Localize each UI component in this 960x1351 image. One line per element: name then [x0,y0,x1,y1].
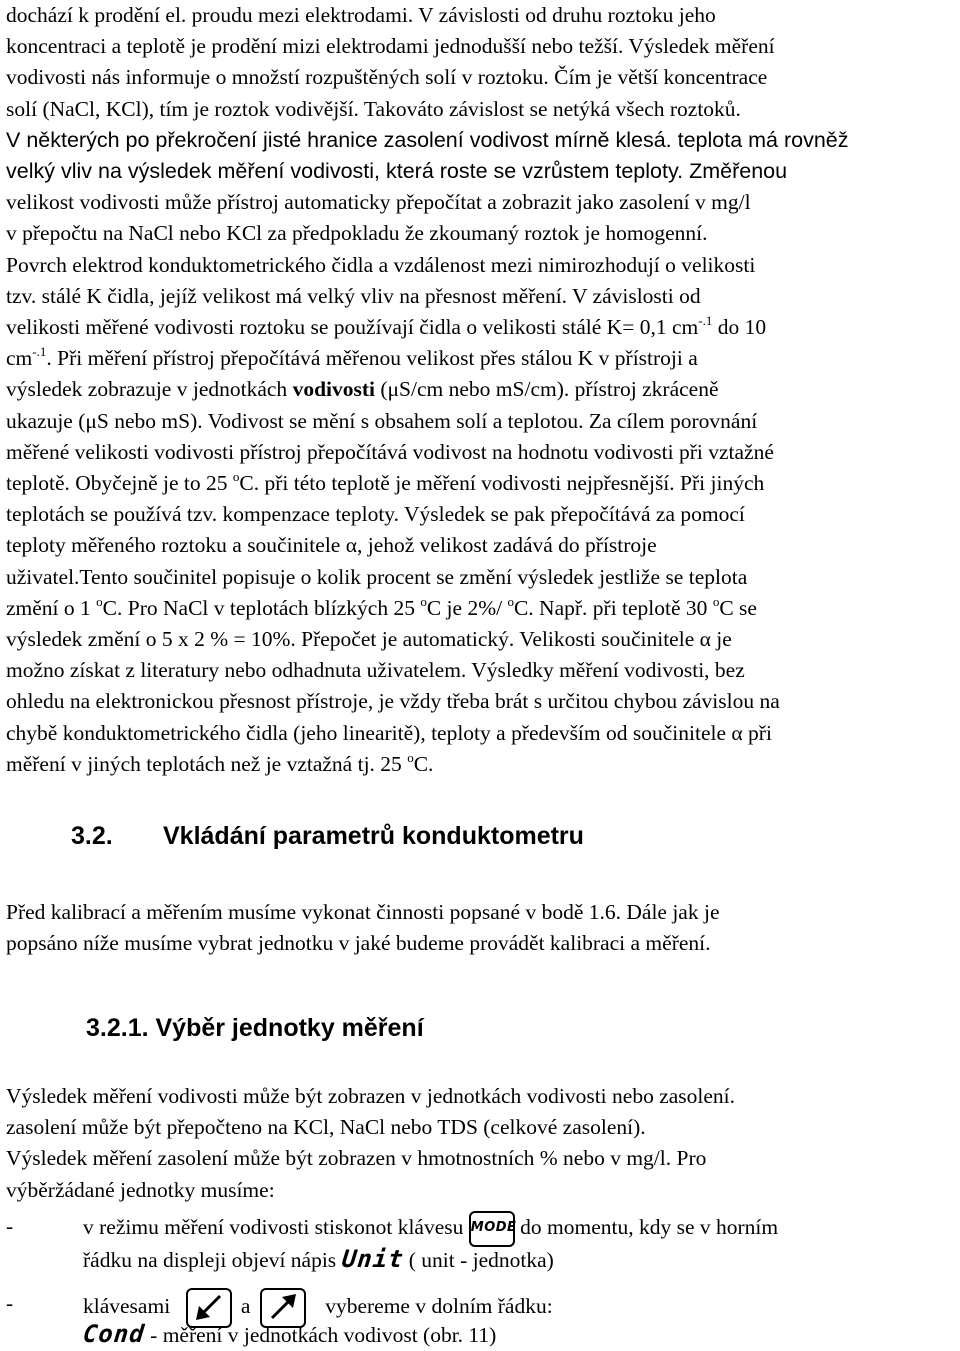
text-line: ohledu na elektronickou přesnost přístroje, je vždy třeba brát s určitou chybou závislou na [6,689,780,714]
text-line: popsáno níže musíme vybrat jednotku v jaké budeme provádět kalibraci a měření. [6,931,711,956]
text-line: Výsledek měření zasolení může být zobrazen v hmotnostních % nebo v mg/l. Pro [6,1146,707,1171]
text-line: koncentraci a teplotě je prodění mizi elektrodami jednodušší nebo težší. Výsledek měření [6,34,775,59]
section-title: Vkládání parametrů konduktometru [163,822,584,850]
list-item-line [83,1244,554,1276]
text-line [6,374,849,405]
text-line: výsledek změní o 5 x 2 % = 10%. Přepočet je automatický. Velikosti součinitele α je [6,627,732,652]
text-line [6,343,849,374]
text-line [6,749,849,780]
list-item [6,1211,958,1277]
text-span: změní o 1 [6,595,97,620]
paragraph-conductivity [6,0,849,780]
text-line [6,468,849,499]
text-line [6,593,849,624]
superscript: o [712,593,720,609]
superscript: o [407,749,414,765]
text-line: v přepočtu na NaCl nebo KCl za předpokladu že zkoumaný roztok je homogenní. [6,221,708,246]
text-span: (μS/cm nebo mS/cm). přístroj zkráceně [375,377,719,402]
superscript: o [420,593,427,609]
lcd-unit-display: Unit [340,1245,405,1273]
text-line: teplotách se používá tzv. kompenzace teploty. Výsledek se pak přepočítává za pomocí [6,502,745,527]
text-span: C. Např. při teplotě 30 [513,595,713,620]
text-line: Povrch elektrod konduktometrického čidla a vzdálenost mezi nimirozhodují o velikosti [6,252,756,277]
text-span: do momentu, kdy se v horním [514,1214,779,1239]
list-item-line [83,1319,496,1351]
text-line: možno získat z literatury nebo odhadnuta uživatelem. Výsledky měření vodivosti, bez [6,658,745,683]
text-line: tzv. stálé K čidla, jejíž velikost má velký vliv na přesnost měření. V závislosti od [6,283,701,308]
bold-term: vodivosti [292,377,375,402]
text-line: teploty měřeného roztoku a součinitele α, jehož velikost zadává do přístroje [6,533,657,558]
paragraph-intro [6,897,720,959]
text-span: v režimu měření vodivosti stiskonot klávesu [83,1214,469,1239]
text-span: velikosti měřené vodivosti roztoku se používají čidla o velikosti stálé K= 0,1 cm [6,315,699,340]
text-span: C se [719,595,757,620]
text-span: ( unit - jednotka) [403,1248,554,1272]
list-dash: - [6,1291,14,1315]
subsection-heading: 3.2.1. Výběr jednotky měření [86,1014,424,1042]
text-line [6,312,849,343]
text-span: . Při měření přístroj přepočítává měřenou velikost přes stálou K v přístroji a [46,346,698,371]
text-line: velký vliv na výsledek měření vodivosti, která roste se vzrůstem teploty. Změřenou [6,159,788,184]
text-line: vodivosti nás informuje o množstí rozpuštěných solí v roztoku. Čím je větší koncentrace [6,65,768,90]
text-line: Výsledek měření vodivosti může být zobrazen v jednotkách vodivosti nebo zasolení. [6,1084,736,1108]
text-span: měření v jiných teplotách než je vztažná tj. 25 [6,751,408,776]
text-line: V některých po překročení jisté hranice zasolení vodivost mírně klesá. teplota má rovněž [6,127,849,152]
text-span: C. při této teplotě je měření vodivosti nejpřesnější. Při jiných [239,471,765,496]
text-line: zasolení může být přepočteno na KCl, NaCl nebo TDS (celkové zasolení). [6,1115,646,1140]
text-span: teplotě. Obyčejně je to 25 [6,471,233,496]
text-line: velikost vodivosti může přístroj automaticky přepočítat a zobrazit jako zasolení v mg/l [6,190,751,215]
text-span: klávesami [83,1293,171,1318]
text-span: vybereme v dolním řádku: [325,1293,553,1318]
text-span: a [240,1293,251,1318]
section-number: 3.2. [71,822,113,850]
superscript: -.1 [698,313,713,329]
text-span: řádku na displeji objeví nápis [83,1248,342,1272]
mode-key-icon: MODE [469,1211,515,1247]
lcd-cond-display: Cond [81,1320,147,1348]
superscript: o [232,469,240,485]
text-line: uživatel.Tento součinitel popisuje o kolik procent se změní výsledek jestliže se teplota [6,564,748,589]
text-line: solí (NaCl, KCl), tím je roztok vodivější. Takováto závislost se netýká všech roztoků. [6,96,741,121]
text-line: výběržádané jednotky musíme: [6,1177,275,1202]
text-line: chybě konduktometrického čidla (jeho linearitě), teploty a především od součinitele α při [6,720,772,745]
text-span: do 10 [712,315,767,340]
superscript: -.1 [32,344,47,360]
list-dash: - [6,1214,14,1238]
text-line: měřené velikosti vodivosti přístroj přepočítává vodivost na hodnotu vodivosti při vztažné [6,439,774,464]
superscript: o [507,593,514,609]
text-span: - měření v jednotkách vodivost (obr. 11) [144,1323,497,1347]
text-span: C. Pro NaCl v teplotách blízkých 25 [102,595,421,620]
text-span: cm [6,346,33,371]
section-heading [71,822,584,851]
list-item-line [83,1211,778,1247]
list-item [6,1288,958,1350]
text-span: C. [413,751,434,776]
paragraph-units [6,1081,735,1206]
text-line: ukazuje (μS nebo mS). Vodivost se mění s obsahem solí a teplotou. Za cílem porovnání [6,408,758,433]
text-line: Před kalibrací a měřením musíme vykonat činnosti popsané v bodě 1.6. Dále jak je [6,900,720,924]
text-span: C je 2%/ [426,595,508,620]
text-span: výsledek zobrazuje v jednotkách [6,377,293,402]
text-line: dochází k prodění el. proudu mezi elektrodami. V závislosti od druhu roztoku jeho [6,3,716,27]
superscript: o [96,593,103,609]
